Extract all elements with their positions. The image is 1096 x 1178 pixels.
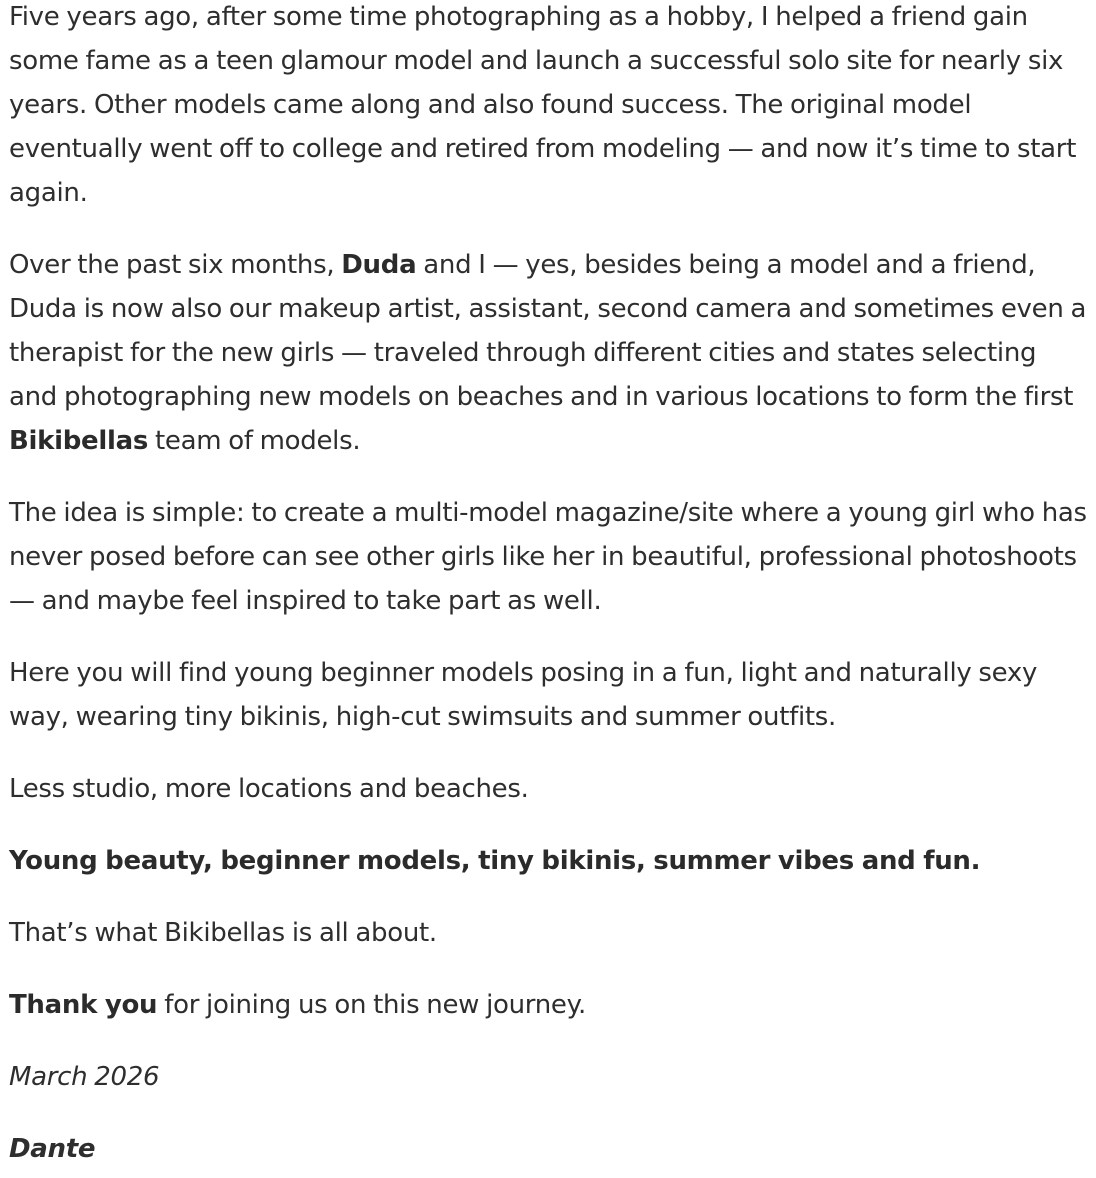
tagline: Young beauty, beginner models, tiny bikinis, summer vibes and fun. [9, 846, 981, 876]
about-paragraph: That’s what Bikibellas is all about. [9, 918, 437, 948]
author-signature: Dante [9, 1134, 96, 1164]
team-paragraph [9, 243, 1088, 463]
intro-paragraph: Five years ago, after some time photographing as a hobby, I helped a friend gain some fame as a teen glamour model and launch a successful solo site for nearly six years. Other models came along and also found success. The original model eventually went off to college and retired from modeling — and now it’s time to start again. [9, 2, 1077, 208]
thanks-rest: for joining us on this new journey. [157, 990, 586, 1020]
team-text-end: team of models. [148, 426, 361, 456]
team-text-middle: and I — yes, besides being a model and a friend, Duda is now also our makeup artist, assistant, second camera and sometimes even a therapist for the new girls — traveled through different cities and states selecting and photographing new models on beaches and in various locations to form the first [9, 250, 1087, 412]
content-paragraph: Here you will find young beginner models posing in a fun, light and naturally sexy way, wearing tiny bikinis, high-cut swimsuits and summer outfits. [9, 658, 1038, 732]
post-date: March 2026 [9, 1062, 160, 1092]
thanks-bold: Thank you [9, 990, 158, 1020]
thanks-paragraph [9, 983, 1088, 1027]
tagline-paragraph [9, 839, 1088, 883]
team-text-start: Over the past six months, [9, 250, 342, 280]
brand-name: Bikibellas [9, 426, 149, 456]
locations-paragraph: Less studio, more locations and beaches. [9, 774, 529, 804]
idea-paragraph: The idea is simple: to create a multi-model magazine/site where a young girl who has never posed before can see other girls like her in beautiful, professional photoshoots — and maybe feel inspired to take part as well. [9, 498, 1087, 616]
model-name: Duda [341, 250, 417, 280]
